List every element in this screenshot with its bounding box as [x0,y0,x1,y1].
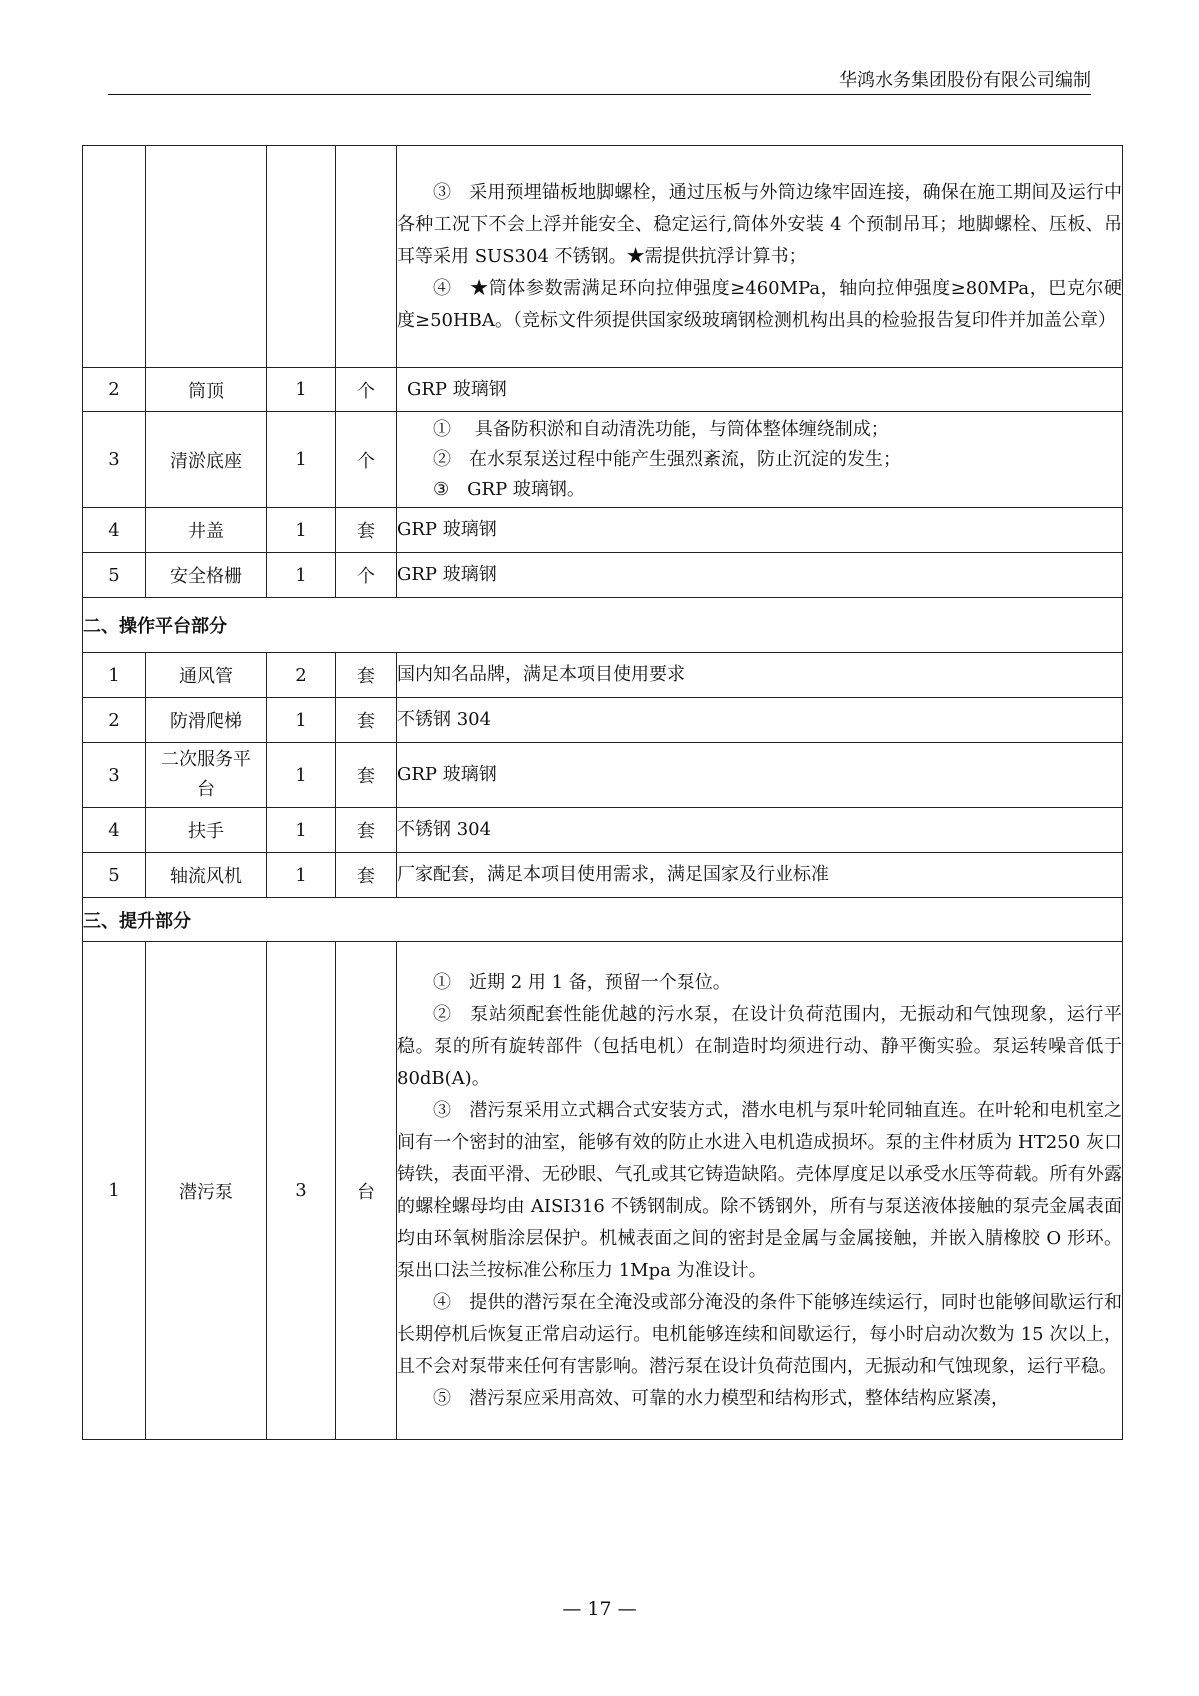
item-desc: 国内知名品牌，满足本项目使用要求 [397,653,1123,698]
table-row [83,508,1123,553]
item-unit: 套 [336,653,397,698]
item-unit: 套 [336,853,397,898]
item-name: 清淤底座 [146,412,267,508]
desc-paragraph: ④ ★筒体参数需满足环向拉伸强度≥460MPa，轴向拉伸强度≥80MPa，巴克尔硬度≥50HBA。（竞标文件须提供国家级玻璃钢检测机构出具的检验报告复印件并加盖公章） [397,277,1122,331]
item-unit: 个 [336,412,397,508]
item-qty: 1 [267,412,336,508]
row-number: 4 [83,508,146,553]
item-desc: GRP 玻璃钢 [397,508,1123,553]
spec-table [82,145,1123,1440]
item-desc [397,412,1123,508]
page-header-company: 华鸿水务集团股份有限公司编制 [839,70,1091,91]
row-number: 1 [83,653,146,698]
item-desc: 厂家配套，满足本项目使用需求，满足国家及行业标准 [397,853,1123,898]
item-unit: 套 [336,698,397,743]
row-number: 4 [83,808,146,853]
desc-paragraph: ③ 潜污泵采用立式耦合式安装方式，潜水电机与泵叶轮同轴直连。在叶轮和电机室之间有一个密封的油室，能够有效的防止水进入电机造成损坏。泵的主件材质为 HT250 灰口铸铁，表面平滑、无砂眼、气孔或其它铸造缺陷。壳体厚度足以承受水压等荷载。所有外露的螺栓螺母均由 AISI316 不锈钢制成。除不锈钢外，所有与泵送液体接触的泵壳金属表面均由环氧树脂涂层保护。机械表面之间的密封是金属与金属接触，并嵌入腈橡胶 O 形环。泵出口法兰按标准公称压力 1Mpa 为准设计。 [397,1099,1122,1281]
table-row [83,653,1123,698]
item-qty: 1 [267,808,336,853]
item-name: 二次服务平台 [146,743,267,808]
item-desc: GRP 玻璃钢 [397,368,1123,412]
desc-line: ① 具备防积淤和自动清洗功能，与筒体整体缠绕制成； [433,418,889,440]
item-qty: 1 [267,553,336,598]
section-row [83,598,1123,653]
row-number: 2 [83,698,146,743]
row-number: 5 [83,553,146,598]
item-unit: 台 [336,942,397,1440]
item-name: 扶手 [146,808,267,853]
item-unit: 套 [336,743,397,808]
item-qty: 1 [267,508,336,553]
desc-paragraph: ① 近期 2 用 1 备，预留一个泵位。 [433,971,731,993]
item-unit: 个 [336,553,397,598]
item-name: 通风管 [146,653,267,698]
item-qty: 3 [267,942,336,1440]
page-number: — 17 — [562,1598,637,1620]
table-row [83,808,1123,853]
desc-paragraph: ③ 采用预埋锚板地脚螺栓，通过压板与外筒边缘牢固连接，确保在施工期间及运行中各种工况下不会上浮并能安全、稳定运行,筒体外安装 4 个预制吊耳；地脚螺栓、压板、吊耳等采用 SUS304 不锈钢。★需提供抗浮计算书； [397,181,1122,267]
desc-paragraph: ⑤ 潜污泵应采用高效、可靠的水力模型和结构形式，整体结构应紧凑， [433,1387,1009,1409]
item-name: 安全格栅 [146,553,267,598]
item-qty: 1 [267,368,336,412]
item-desc: GRP 玻璃钢 [397,743,1123,808]
item-name: 潜污泵 [146,942,267,1440]
table-row [83,853,1123,898]
item-qty: 1 [267,743,336,808]
item-name: 防滑爬梯 [146,698,267,743]
item-name: 轴流风机 [146,853,267,898]
desc-line: ③ GRP 玻璃钢。 [433,478,585,500]
header-rule [108,94,1091,95]
table-row [83,553,1123,598]
row-number: 5 [83,853,146,898]
row-number: 1 [83,942,146,1440]
item-qty: 1 [267,698,336,743]
desc-paragraph: ④ 提供的潜污泵在全淹没或部分淹没的条件下能够连续运行，同时也能够间歇运行和长期停机后恢复正常启动运行。电机能够连续和间歇运行，每小时启动次数为 15 次以上，且不会对泵带来任何有害影响。潜污泵在设计负荷范围内，无振动和气蚀现象，运行平稳。 [397,1291,1122,1377]
item-qty: 2 [267,653,336,698]
item-desc [397,942,1123,1440]
table-row [83,368,1123,412]
table-row [83,743,1123,808]
desc-cell [397,146,1123,368]
item-unit: 个 [336,368,397,412]
section-title: 二、操作平台部分 [83,598,1123,653]
row-number: 3 [83,412,146,508]
item-unit: 套 [336,808,397,853]
table-row-continued [83,146,1123,368]
section-row [83,898,1123,942]
desc-line: ② 在水泵泵送过程中能产生强烈紊流，防止沉淀的发生； [433,448,901,470]
item-unit: 套 [336,508,397,553]
item-desc: 不锈钢 304 [397,698,1123,743]
table-row-pump [83,942,1123,1440]
item-desc: 不锈钢 304 [397,808,1123,853]
desc-paragraph: ② 泵站须配套性能优越的污水泵，在设计负荷范围内，无振动和气蚀现象，运行平稳。泵的所有旋转部件（包括电机）在制造时均须进行动、静平衡实验。泵运转噪音低于 80dB(A)。 [397,1003,1122,1089]
row-number: 2 [83,368,146,412]
item-qty: 1 [267,853,336,898]
item-desc: GRP 玻璃钢 [397,553,1123,598]
table-row [83,412,1123,508]
table-row [83,698,1123,743]
item-name: 筒顶 [146,368,267,412]
item-name: 井盖 [146,508,267,553]
row-number: 3 [83,743,146,808]
section-title: 三、提升部分 [83,898,1123,942]
